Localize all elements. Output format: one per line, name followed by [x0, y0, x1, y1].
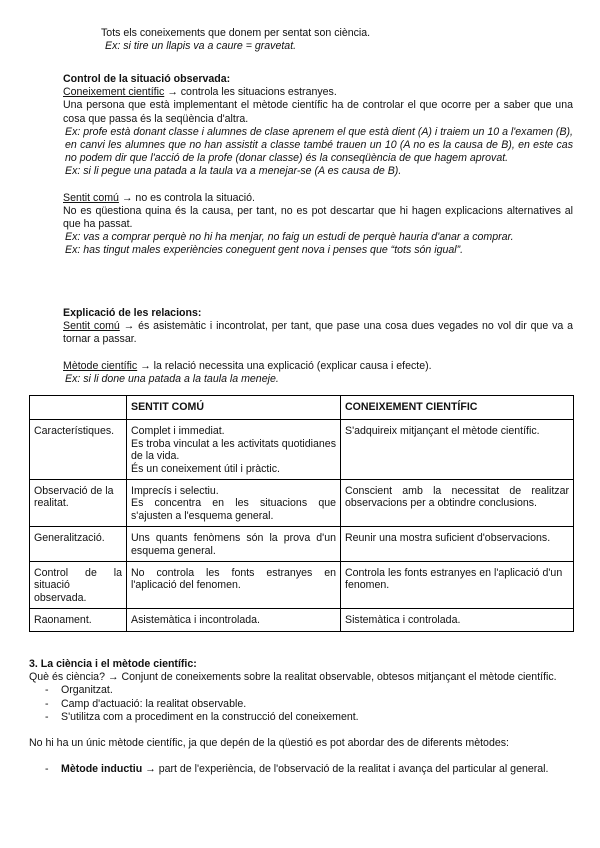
control-term2-rest: → no es controla la situació. [118, 191, 255, 204]
cell-line: Uns quants fenòmens són la prova d'un esquema general. [131, 532, 336, 557]
cell-line: Controla les fonts estranyes en l'aplicació d'un fenomen. [345, 567, 563, 592]
control-example-3: Ex: vas a comprar perquè no hi ha menjar, no faig un estudi de perquè hauria d'anar a comprar. [65, 231, 514, 244]
cell-line: Sistemàtica i controlada. [345, 614, 461, 627]
cientific-cell [341, 420, 574, 480]
table-row [30, 420, 574, 480]
list-item: - S'utilitza com a procediment en la construcció del coneixement. [43, 711, 573, 724]
table-header-row [30, 396, 574, 420]
table-header-empty [30, 396, 127, 420]
cell-line: És un coneixement útil i pràctic. [131, 462, 280, 475]
cell-line: Imprecís i selectiu. [131, 485, 219, 498]
row-label: Control de la situació observada. [30, 562, 127, 609]
control-paragraph-2: No es qüestiona quina és la causa, per tant, no es pot descartar que hi hagen explicacions alternatives al que ha passat. [63, 204, 573, 231]
cientific-cell [341, 480, 574, 527]
explicacio-example: Ex: si li done una patada a la taula la meneje. [65, 372, 279, 385]
method-list [43, 763, 573, 776]
method-item [43, 763, 573, 776]
explicacio-term-line [63, 320, 573, 346]
section-3-paragraph: No hi ha un únic mètode científic, ja que depén de la qüestió es pot abordar des de diferents mètodes: [29, 737, 509, 750]
cell-line: Es concentra en les situacions que s'ajusten a l'esquema general. [131, 497, 336, 522]
cientific-cell [341, 609, 574, 631]
row-label: Raonament. [30, 609, 127, 631]
control-term-line [63, 86, 573, 99]
cell-line: Complet i immediat. [131, 425, 225, 438]
row-label: Característiques. [30, 420, 127, 480]
cell-line: Es troba vinculat a les activitats quotidianes de la vida. [131, 437, 336, 463]
sentit-cell [127, 527, 341, 562]
section-3-question: Què és ciència? → Conjunt de coneixements sobre la realitat observable, obtesos mitjançant el mètode científic. [29, 671, 557, 684]
table-row [30, 480, 574, 527]
control-example-4: Ex: has tingut males experiències coneguent gent nova i penses que “tots són igual”. [65, 244, 464, 257]
method-name: Mètode inductiu [61, 763, 143, 776]
explicacio-section [63, 307, 573, 386]
table-row [30, 562, 574, 609]
list-item: - Organitzat. [43, 684, 573, 697]
method-description: → part de l'experiència, de l'observació de la realitat i avança del particular al general. [142, 763, 549, 776]
row-label: Generalització. [30, 527, 127, 562]
explicacio-term2: Mètode científic [63, 359, 138, 372]
list-item: - Camp d'actuació: la realitat observable. [43, 698, 573, 711]
section-3-list [43, 684, 573, 724]
explicacio-term: Sentit comú [63, 320, 120, 333]
control-section [63, 73, 573, 258]
sentit-cell [127, 609, 341, 631]
explicacio-heading: Explicació de les relacions: [63, 307, 202, 319]
row-label: Observació de la realitat. [30, 480, 127, 527]
sentit-cell [127, 480, 341, 527]
sentit-cell [127, 420, 341, 480]
explicacio-term2-line [63, 360, 573, 373]
control-term: Coneixement científic [63, 86, 165, 99]
comparison-table [29, 395, 574, 632]
table-header-sentit: SENTIT COMÚ [127, 396, 341, 420]
cell-line: Conscient amb la necessitat de realitzar observacions per a obtindre conclusions. [345, 485, 569, 510]
intro-block [101, 27, 571, 53]
control-term2: Sentit comú [63, 191, 119, 204]
cell-line: Reunir una mostra suficient d'observacions. [345, 532, 551, 545]
section-3 [29, 658, 573, 776]
control-term2-line [63, 192, 573, 205]
cientific-cell [341, 527, 574, 562]
intro-line: Tots els coneixements que donem per sentat son ciència. [101, 27, 371, 39]
control-example-2: Ex: si li pegue una patada a la taula va a menejar-se (A es causa de B). [65, 165, 402, 178]
explicacio-term2-rest: → la relació necessita una explicació (explicar causa i efecte). [137, 359, 432, 372]
control-heading: Control de la situació observada: [63, 73, 231, 85]
control-paragraph: Una persona que està implementant el mètode científic ha de controlar el que ocorre per a saber que una cosa que passa és la seqüència d'altra. [63, 99, 573, 125]
section-3-heading: 3. La ciència i el mètode científic: [29, 658, 197, 670]
cell-line: No controla les fonts estranyes en l'aplicació del fenomen. [131, 567, 336, 592]
cientific-cell [341, 562, 574, 609]
table-row [30, 527, 574, 562]
control-example-1: Ex: profe està donant classe i alumnes de clase aprenem el que està dient (A) i traiem un 10 a l'examen (B), en canvi les alumnes que no han assistit a classe també trauen un 10 (A no es la causa de B), en este cas no podem dir que l'acció de la profe (donar classe) és la conseqüència de que hagem aprovat. [65, 125, 573, 165]
table-header-cientific: CONEIXEMENT CIENTÍFIC [341, 396, 574, 420]
explicacio-term-rest: → és asistemàtic i incontrolat, per tant, que pase una cosa dues vegades no vol dir que va a tornar a passar. [63, 320, 573, 346]
sentit-cell [127, 562, 341, 609]
table-row [30, 609, 574, 631]
intro-example: Ex: si tire un llapis va a caure = gravetat. [105, 40, 297, 53]
control-term-rest: → controla les situacions estranyes. [164, 86, 337, 99]
cell-line: S'adquireix mitjançant el mètode científic. [345, 425, 540, 438]
cell-line: Asistemàtica i incontrolada. [131, 614, 260, 627]
